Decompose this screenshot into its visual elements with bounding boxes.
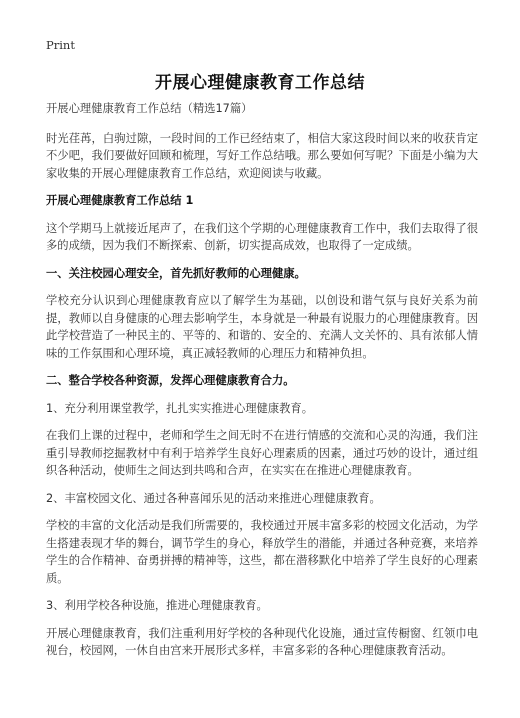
paragraph-4: 开展心理健康教育，我们注重利用好学校的各种现代化设施，通过宣传橱窗、红领巾电视台，校园网，一休自由宫来开展形式多样，丰富多彩的各种心理健康教育活动。 — [46, 626, 478, 657]
paragraph-1: 学校充分认识到心理健康教育应以了解学生为基础，以创设和谐气氛与良好关系为前提，教师以自身健康的心理去影响学生，本身就是一种最有说服力的心理健康教育。因此学校营造了一种民主的、平等的、和谐的、安全的、充满人文关怀的、具有浓郁人情味的工作氛围和心理环境，真正减轻教师的心理压力和精神负担。 — [46, 294, 478, 360]
paragraph-2: 在我们上课的过程中，老师和学生之间无时不在进行情感的交流和心灵的沟通，我们注重引导教师挖掘教材中有利于培养学生良好心理素质的因素，通过巧妙的设计，通过组织各种活动，使师生之间达到共鸣和合声，在实实在在推进心理健康教育。 — [46, 429, 478, 477]
document-subtitle: 开展心理健康教育工作总结（精选17篇） — [46, 102, 253, 115]
heading-2: 二、整合学校各种资源，发挥心理健康教育合力。 — [46, 374, 295, 387]
list-item-1: 1、充分利用课堂教学，扎扎实实推进心理健康教育。 — [46, 401, 314, 415]
paragraph-3: 学校的丰富的文化活动是我们所需要的，我校通过开展丰富多彩的校园文化活动，为学生搭建表现才华的舞台，调节学生的身心，释放学生的潜能，并通过各种竞赛，来培养学生的合作精神、奋勇拼搏的精神等，这些，都在潜移默化中培养了学生良好的心理素质。 — [46, 519, 478, 585]
page-title: 开展心理健康教育工作总结 — [155, 73, 365, 93]
section-title: 开展心理健康教育工作总结 1 — [46, 194, 194, 207]
intro-paragraph: 时光荏苒，白驹过隙，一段时间的工作已经结束了，相信大家这段时间以来的收获肯定不少吧，我们要做好回顾和梳理，写好工作总结哦。那么要如何写呢？下面是小编为大家收集的开展心理健康教育工作总结，欢迎阅读与收藏。 — [46, 131, 478, 180]
print-link[interactable]: Print — [46, 38, 75, 52]
document-body — [46, 100, 478, 670]
list-item-3: 3、利用学校各种设施，推进心理健康教育。 — [46, 599, 268, 612]
list-item-2: 2、丰富校园文化、通过各种喜闻乐见的活动来推进心理健康教育。 — [46, 491, 381, 505]
section-intro-paragraph: 这个学期马上就接近尾声了，在我们这个学期的心理健康教育工作中，我们去取得了很多的成绩，因为我们不断探索、创新，切实提高成效，也取得了一定成绩。 — [46, 221, 478, 252]
heading-1: 一、关注校园心理安全，首先抓好教师的心理健康。 — [46, 266, 306, 280]
